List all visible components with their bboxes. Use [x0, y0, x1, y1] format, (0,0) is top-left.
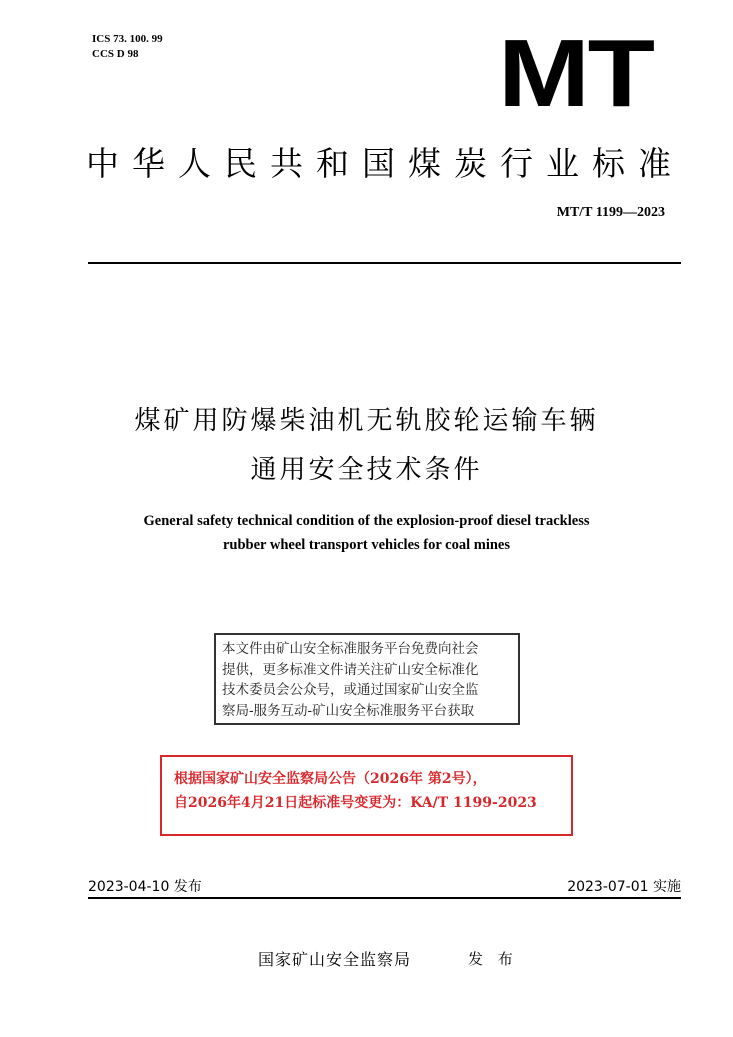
notice-line: 本文件由矿山安全标准服务平台免费向社会	[222, 641, 479, 657]
standard-category-title: 中华人民共和国煤炭行业标准	[86, 144, 684, 183]
notice-line: 提供，更多标准文件请关注矿山安全标准化	[222, 661, 479, 678]
classification-codes	[92, 32, 163, 62]
notice-line: 察局-服务互动-矿山安全标准服务平台获取	[222, 702, 475, 719]
ics-code: ICS 73. 100. 99	[92, 33, 163, 45]
bottom-divider	[88, 897, 681, 899]
issue-date: 2023-04-10 发布	[88, 879, 202, 895]
notice-line: 技术委员会公众号，或通过国家矿山安全监	[222, 682, 479, 698]
publisher-name: 国家矿山安全监察局	[258, 950, 412, 969]
document-title-en-line1: General safety technical condition of the explosion-proof diesel trackless	[143, 513, 590, 529]
document-title-cn-line2: 通用安全技术条件	[250, 455, 483, 485]
standard-number: MT/T 1199—2023	[556, 205, 665, 220]
publish-label: 发 布	[468, 950, 518, 968]
mt-logo: MT	[498, 20, 653, 127]
change-notice-line: 自2026年4月21日起标准号变更为：KA/T 1199-2023	[174, 795, 537, 811]
change-notice-line: 根据国家矿山安全监察局公告（2026年 第2号），	[174, 771, 487, 787]
top-divider	[88, 262, 681, 264]
document-title-en-line2: rubber wheel transport vehicles for coal mines	[222, 537, 510, 553]
standard-number-change-notice	[160, 755, 573, 836]
ccs-code: CCS D 98	[92, 48, 139, 60]
free-access-notice-box	[214, 633, 520, 725]
implementation-date: 2023-07-01 实施	[567, 879, 681, 895]
document-title-cn-line1: 煤矿用防爆柴油机无轨胶轮运输车辆	[134, 406, 599, 436]
